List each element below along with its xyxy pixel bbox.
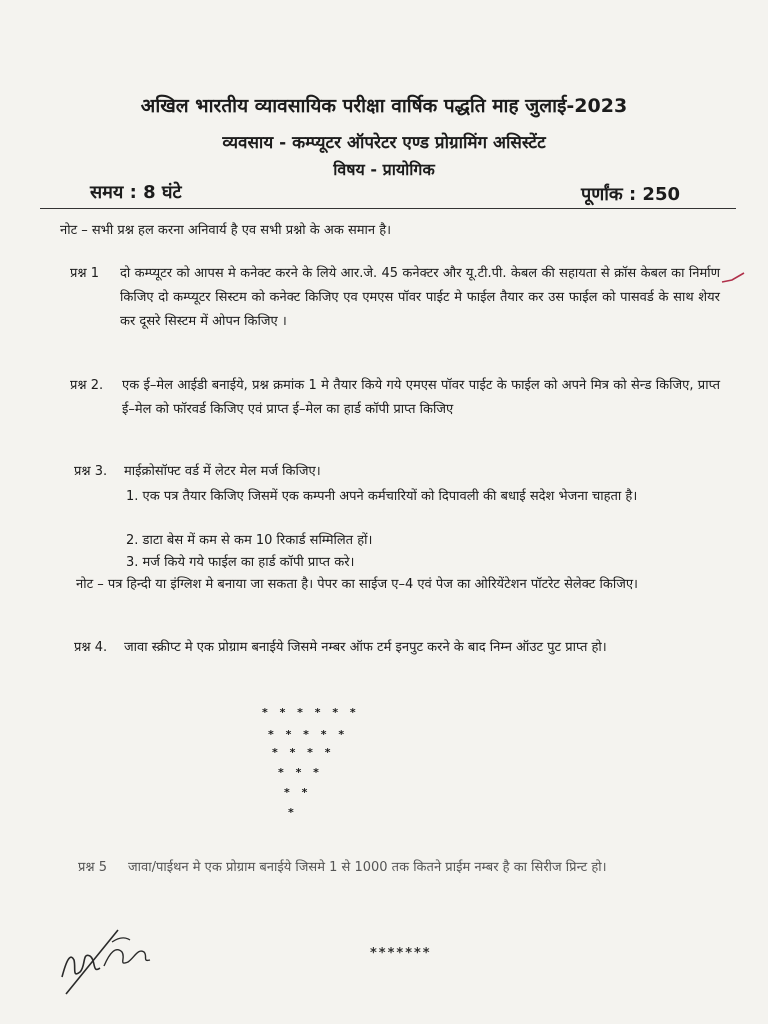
question-label: प्रश्न 5	[78, 860, 107, 875]
question-2	[70, 374, 720, 446]
exam-title: अखिल भारतीय व्यावसायिक परीक्षा वार्षिक पद्धति माह जुलाई-2023	[140, 95, 628, 117]
question-4	[74, 636, 724, 684]
q3-item-3: 3. मर्ज किये गये फाईल का हार्ड कॉपी प्राप्त करे।	[126, 555, 355, 570]
question-5	[78, 856, 718, 904]
end-of-paper-mark: *******	[370, 946, 432, 961]
question-1	[70, 262, 720, 352]
pattern-row: * * * *	[272, 746, 335, 759]
time-duration: समय : 8 घंटे	[90, 182, 182, 203]
total-marks: पूर्णांक : 250	[580, 184, 680, 205]
signature-mark	[52, 922, 172, 1002]
pattern-row: * *	[284, 786, 312, 799]
question-label: प्रश्न 4.	[74, 640, 108, 655]
question-label: प्रश्न 1	[70, 266, 99, 281]
question-3	[74, 460, 724, 484]
question-text: जावा स्क्रीप्ट मे एक प्रोग्राम बनाईये जिसमे नम्बर ऑफ टर्म इनपुट करने के बाद निम्न ऑउट पुट प्राप्त हो।	[124, 640, 607, 655]
question-text: माईक्रोसॉफ्ट वर्ड में लेटर मेल मर्ज किजिए।	[124, 464, 321, 479]
pattern-row: * * *	[278, 766, 323, 779]
question-label: प्रश्न 2.	[70, 378, 104, 393]
margin-tick-mark	[720, 270, 746, 286]
pattern-row: * * * * * *	[262, 706, 360, 719]
question-text: दो कम्प्यूटर को आपस मे कनेक्ट करने के लिये आर.जे. 45 कनेक्टर और यू.टी.पी. केबल की सहायता से क्रॉस केबल का निर्माण किजिए दो कम्प्यूटर सिस्टम को कनेक्ट किजिए एव एमएस पॉवर पाईट मे फाईल तैयार कर उस फाईल को पासवर्ड के साथ शेयर कर दूसरे सिस्टम में ओपन किजिए ।	[120, 266, 720, 329]
pattern-row: *	[288, 806, 298, 819]
question-label: प्रश्न 3.	[74, 464, 108, 479]
q3-item-1: 1. एक पत्र तैयार किजिए जिसमें एक कम्पनी अपने कर्मचारियों को दिपावली की बधाई सदेश भेजना चाहता है।	[126, 489, 638, 504]
question-text: एक ई–मेल आईडी बनाईये, प्रश्न क्रमांक 1 मे तैयार किये गये एमएस पॉवर पाईट के फाईल को अपने मित्र को सेन्ड किजिए, प्राप्त ई–मेल को फॉरवर्ड किजिए एवं प्राप्त ई–मेल का हार्ड कॉपी प्राप्त किजिए	[122, 378, 720, 417]
subject-title: विषय - प्रायोगिक	[333, 160, 435, 179]
general-note: नोट – सभी प्रश्न हल करना अनिवार्य है एव सभी प्रश्नो के अक समान है।	[60, 223, 392, 238]
pattern-row: * * * * *	[268, 728, 349, 741]
question-text: जावा/पाईथन मे एक प्रोग्राम बनाईये जिसमे 1 से 1000 तक कितने प्राईम नम्बर है का सिरीज प्रिन्ट हो।	[128, 860, 607, 875]
q3-item-2: 2. डाटा बेस में कम से कम 10 रिकार्ड सम्मिलित हों।	[126, 533, 373, 548]
trade-title: व्यवसाय - कम्प्यूटर ऑपरेटर एण्ड प्रोग्रामिंग असिस्टेंट	[222, 133, 546, 153]
header-divider	[40, 208, 736, 209]
q3-note: नोट – पत्र हिन्दी या इंग्लिश मे बनाया जा सकता है। पेपर का साईज ए–4 एवं पेज का ओरियेंटेशन पॉटरेट सेलेक्ट किजिए।	[76, 577, 638, 592]
